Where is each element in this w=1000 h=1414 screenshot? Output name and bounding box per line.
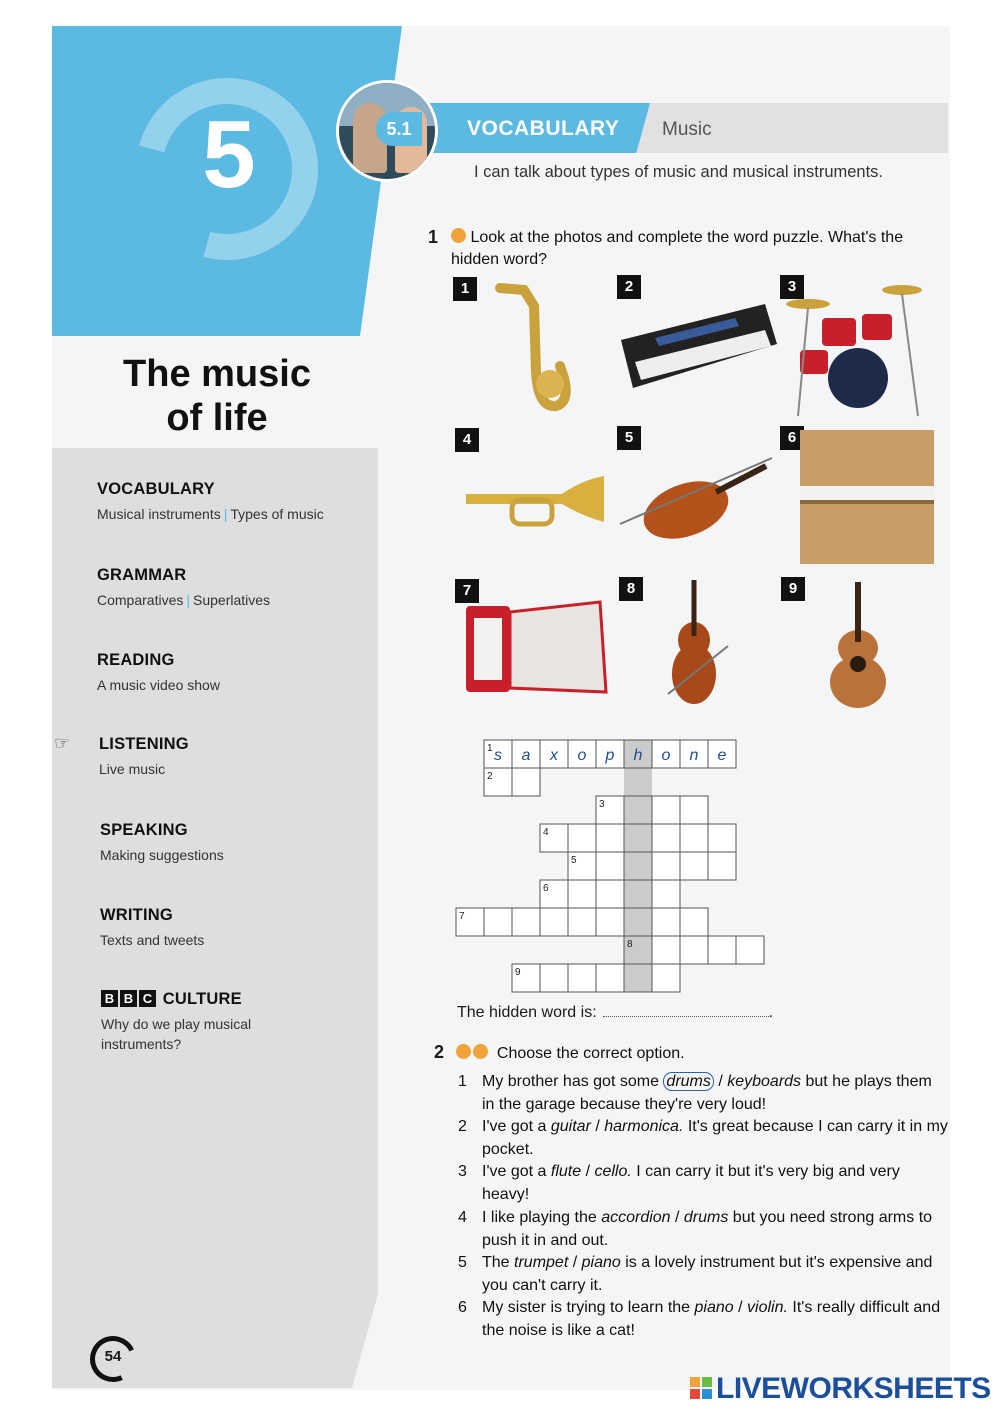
sidebar-speaking: SPEAKING Making suggestions	[100, 821, 224, 863]
crossword-clue-number: 9	[515, 967, 521, 978]
crossword-cell[interactable]	[736, 936, 764, 964]
option-number: 2	[458, 1118, 467, 1135]
crossword-cell[interactable]	[708, 824, 736, 852]
crossword-cell[interactable]	[568, 964, 596, 992]
option-choice-a[interactable]: accordion	[601, 1209, 671, 1226]
crossword-cell[interactable]	[652, 824, 680, 852]
liveworksheets-logo-icon	[690, 1377, 712, 1399]
option-item-6: 6 My sister is trying to learn the piano / violin. It's really difficult and the noise is like a cat!	[458, 1296, 948, 1342]
option-number: 4	[458, 1209, 467, 1226]
crossword-cell[interactable]	[708, 852, 736, 880]
hidden-word-line: The hidden word is: .	[457, 1004, 774, 1021]
crossword-cell[interactable]	[652, 852, 680, 880]
crossword-cell[interactable]	[540, 964, 568, 992]
photo-number-7: 7	[455, 579, 479, 603]
photo-number-5: 5	[617, 426, 641, 450]
crossword-cell[interactable]	[680, 936, 708, 964]
sidebar-writing: WRITING Texts and tweets	[100, 906, 205, 948]
piano-image	[796, 426, 938, 568]
option-choice-a[interactable]: drums	[663, 1072, 713, 1091]
option-choice-b[interactable]: piano	[581, 1254, 621, 1271]
crossword-answer-letter: n	[689, 747, 699, 764]
difficulty-dot-icon	[456, 1044, 471, 1059]
photo-number-8: 8	[619, 577, 643, 601]
crossword-cell[interactable]	[596, 852, 624, 880]
unit-title: The music of life	[123, 353, 311, 439]
crossword-clue-number: 8	[627, 939, 633, 950]
crossword-cell[interactable]	[652, 936, 680, 964]
lesson-topic: Music	[662, 119, 712, 140]
sidebar-reading: READING A music video show	[97, 651, 220, 693]
option-choice-b[interactable]: drums	[683, 1209, 729, 1226]
option-choice-a[interactable]: trumpet	[514, 1254, 569, 1271]
sidebar-listening: LISTENING Live music	[99, 735, 189, 777]
bbc-logo-b1: B	[101, 990, 118, 1007]
hidden-word-column	[624, 740, 652, 992]
crossword-answer-letter: o	[577, 747, 587, 764]
crossword-cell[interactable]	[512, 908, 540, 936]
crossword-cell[interactable]	[652, 908, 680, 936]
crossword-cell[interactable]	[596, 880, 624, 908]
option-item-3: 3 I've got a flute / cello. I can carry it but it's very big and very heavy!	[458, 1160, 948, 1206]
bbc-logo-c: C	[139, 990, 156, 1007]
crossword-cell[interactable]	[680, 796, 708, 824]
crossword-cell[interactable]	[652, 964, 680, 992]
crossword-cell[interactable]	[596, 824, 624, 852]
option-choice-b[interactable]: cello.	[594, 1163, 632, 1180]
pointing-hand-icon: ☞	[54, 733, 71, 753]
crossword-grid	[450, 736, 770, 998]
option-number: 5	[458, 1254, 467, 1271]
option-number: 3	[458, 1163, 467, 1180]
accordion-image	[460, 598, 610, 700]
exercise-2-number: 2	[434, 1042, 445, 1062]
unit-number: 5	[202, 101, 256, 208]
option-choice-a[interactable]: flute	[550, 1163, 582, 1180]
option-item-4: 4 I like playing the accordion / drums but you need strong arms to push it in and out.	[458, 1206, 948, 1252]
crossword-clue-number: 4	[543, 827, 549, 838]
drum-kit-image	[778, 280, 942, 420]
option-item-5: 5 The trumpet / piano is a lovely instrument but it's expensive and you can't carry it.	[458, 1251, 948, 1297]
crossword-answer-letter: p	[605, 747, 615, 764]
crossword-cell[interactable]	[540, 908, 568, 936]
liveworksheets-brand: LIVEWORKSHEETS	[716, 1372, 991, 1405]
saxophone-image	[490, 282, 580, 422]
option-choice-b[interactable]: keyboards	[727, 1073, 802, 1090]
option-choice-b[interactable]: violin.	[747, 1299, 788, 1316]
crossword-answer-letter: e	[717, 747, 727, 764]
option-choice-a[interactable]: piano	[694, 1299, 734, 1316]
sidebar-vocabulary: VOCABULARY Musical instruments | Types of music	[97, 480, 324, 522]
keyboard-image	[615, 300, 779, 396]
crossword-clue-number: 6	[543, 883, 549, 894]
violin-image	[616, 452, 776, 550]
photo-number-9: 9	[781, 577, 805, 601]
lesson-section: VOCABULARY	[467, 117, 620, 140]
crossword-cell[interactable]	[652, 796, 680, 824]
crossword-cell[interactable]	[512, 768, 540, 796]
cello-image	[664, 576, 734, 712]
page-number: 54	[104, 1348, 122, 1365]
can-do-statement: I can talk about types of music and musical instruments.	[474, 163, 884, 181]
crossword-clue-number: 1	[487, 743, 493, 754]
photo-number-6: 6	[780, 426, 804, 450]
crossword-cell[interactable]	[484, 908, 512, 936]
crossword-clue-number: 7	[459, 911, 465, 922]
crossword-clue-number: 5	[571, 855, 577, 866]
crossword-cell[interactable]	[680, 908, 708, 936]
bbc-logo-b2: B	[120, 990, 137, 1007]
photo-number-3: 3	[780, 275, 804, 299]
sidebar-culture: B B C CULTURE Why do we play musical instruments?	[101, 990, 252, 1052]
difficulty-dot-icon	[473, 1044, 488, 1059]
difficulty-dot-icon	[451, 228, 466, 243]
guitar-image	[826, 578, 892, 710]
crossword-cell[interactable]	[680, 852, 708, 880]
crossword-answer-letter: a	[521, 747, 531, 764]
crossword-cell[interactable]	[680, 824, 708, 852]
crossword-cell[interactable]	[596, 908, 624, 936]
exercise-1-number: 1	[428, 227, 439, 247]
photo-number-4: 4	[455, 428, 479, 452]
crossword-cell[interactable]	[708, 936, 736, 964]
option-number: 1	[458, 1073, 467, 1090]
crossword-clue-number: 2	[487, 771, 493, 782]
exercise-2-instruction: Choose the correct option.	[456, 1043, 685, 1065]
trumpet-image	[462, 470, 608, 532]
crossword-answer-letter: h	[633, 747, 643, 764]
crossword-cell[interactable]	[568, 880, 596, 908]
crossword-cell[interactable]	[568, 908, 596, 936]
crossword-cell[interactable]	[652, 880, 680, 908]
photo-number-2: 2	[617, 275, 641, 299]
option-item-2: 2 I've got a guitar / harmonica. It's great because I can carry it in my pocket.	[458, 1115, 948, 1161]
crossword-cell[interactable]	[568, 824, 596, 852]
crossword-cell[interactable]	[596, 964, 624, 992]
option-choice-a[interactable]: guitar	[550, 1118, 591, 1135]
lesson-code-badge: 5.1	[376, 112, 422, 146]
crossword-answer-letter: s	[494, 747, 502, 764]
option-choice-b[interactable]: harmonica.	[604, 1118, 684, 1135]
photo-number-1: 1	[453, 277, 477, 301]
exercise-1-instruction: Look at the photos and complete the word puzzle. What's the hidden word?	[451, 229, 904, 268]
option-item-1: 1 My brother has got some drums / keyboards but he plays them in the garage because they're very loud!	[458, 1070, 948, 1116]
sidebar-grammar: GRAMMAR Comparatives | Superlatives	[97, 566, 271, 608]
crossword-answer-letter: x	[550, 747, 558, 764]
option-number: 6	[458, 1299, 467, 1316]
hidden-word-blank[interactable]	[603, 1003, 769, 1017]
crossword-answer-letter: o	[661, 747, 671, 764]
crossword-clue-number: 3	[599, 799, 605, 810]
